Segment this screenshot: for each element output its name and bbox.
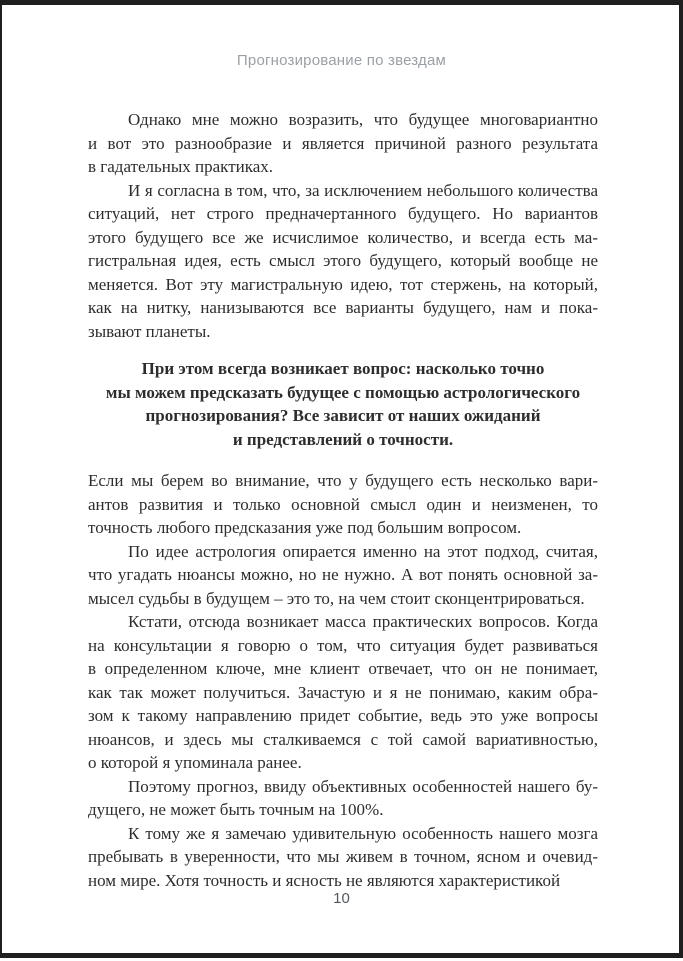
paragraph: [88, 775, 598, 822]
text-line: что угадать нюансы можно, но не нужно. А вот понять основной за-: [88, 565, 598, 584]
text-line: ситуаций, нет строго предначертанного будущего. Но вариантов: [88, 204, 598, 223]
text-line: При этом всегда возникает вопрос: насколько точно: [141, 359, 545, 378]
text-line: на консультации я говорю о том, что ситуация будет развиваться: [88, 635, 598, 655]
text-column: [88, 108, 598, 892]
text-line: этого будущего все же исчислимое количество, и всегда есть ма-: [88, 227, 598, 247]
text-line: Однако мне можно возразить, что будущее многовариантно: [128, 110, 598, 129]
text-line: По идее астрология опирается именно на этот подход, считая,: [128, 541, 598, 561]
text-line: мысел судьбы в будущем – это то, на чем стоит сконцентрироваться.: [88, 588, 585, 608]
text-line: и вот это разнообразие и является причиной разного результата: [88, 133, 598, 153]
paragraph: [88, 179, 598, 344]
text-line: зом к такому направлению придет событие, ведь это уже вопросы: [88, 706, 598, 725]
text-line: Кстати, отсюда возникает масса практических вопросов. Когда: [128, 612, 598, 631]
text-line: И я согласна в том, что, за исключением небольшого количества: [128, 180, 598, 200]
text-line: меняется. Вот эту магистральную идею, тот стержень, на который,: [88, 274, 598, 294]
running-head: Прогнозирование по звездам: [236, 52, 447, 69]
text-line: о которой я упоминала ранее.: [88, 753, 302, 772]
emphasis-block: [88, 357, 598, 451]
paragraph: [88, 610, 598, 775]
text-line: как так может получиться. Зачастую и я не понимаю, каким обра-: [88, 682, 598, 702]
text-line: в гадательных практиках.: [88, 157, 274, 176]
text-line: нюансов, и здесь мы сталкиваемся с той самой вариативностью,: [88, 729, 598, 749]
text-line: мы можем предсказать будущее с помощью астрологического: [105, 382, 581, 402]
text-line: прогнозирования? Все зависит от наших ожиданий: [145, 406, 541, 425]
text-line: Поэтому прогноз, ввиду объективных особенностей нашего бу-: [128, 776, 598, 796]
text-line: как на нитку, нанизываются все варианты будущего, нам и пока-: [88, 298, 598, 317]
paragraph: [88, 108, 598, 179]
paragraph: [88, 822, 598, 893]
text-line: зывают планеты.: [88, 321, 211, 341]
text-line: и представлений о точности.: [232, 429, 454, 449]
text-line: пребывать в уверенности, что мы живем в точном, ясном и очевид-: [88, 847, 598, 866]
text-line: Если мы берем во внимание, что у будущего есть несколько вари-: [88, 471, 598, 490]
paragraph: [88, 469, 598, 540]
text-line: К тому же я замечаю удивительную особенность нашего мозга: [128, 823, 598, 843]
text-line: антов развития и только основной смысл один и неизменен, то: [88, 494, 598, 514]
text-line: точность любого предсказания уже под большим вопросом.: [88, 518, 522, 537]
page-number: 10: [333, 890, 350, 907]
text-line: дущего, не может быть точным на 100%.: [88, 800, 384, 819]
text-line: в определенном ключе, мне клиент отвечает, что он не понимает,: [88, 659, 598, 678]
text-line: гистральная идея, есть смысл этого будущего, который вообще не: [88, 251, 598, 270]
text-line: ном мире. Хотя точность и ясность не являются характеристикой: [88, 870, 561, 890]
paragraph: [88, 540, 598, 611]
